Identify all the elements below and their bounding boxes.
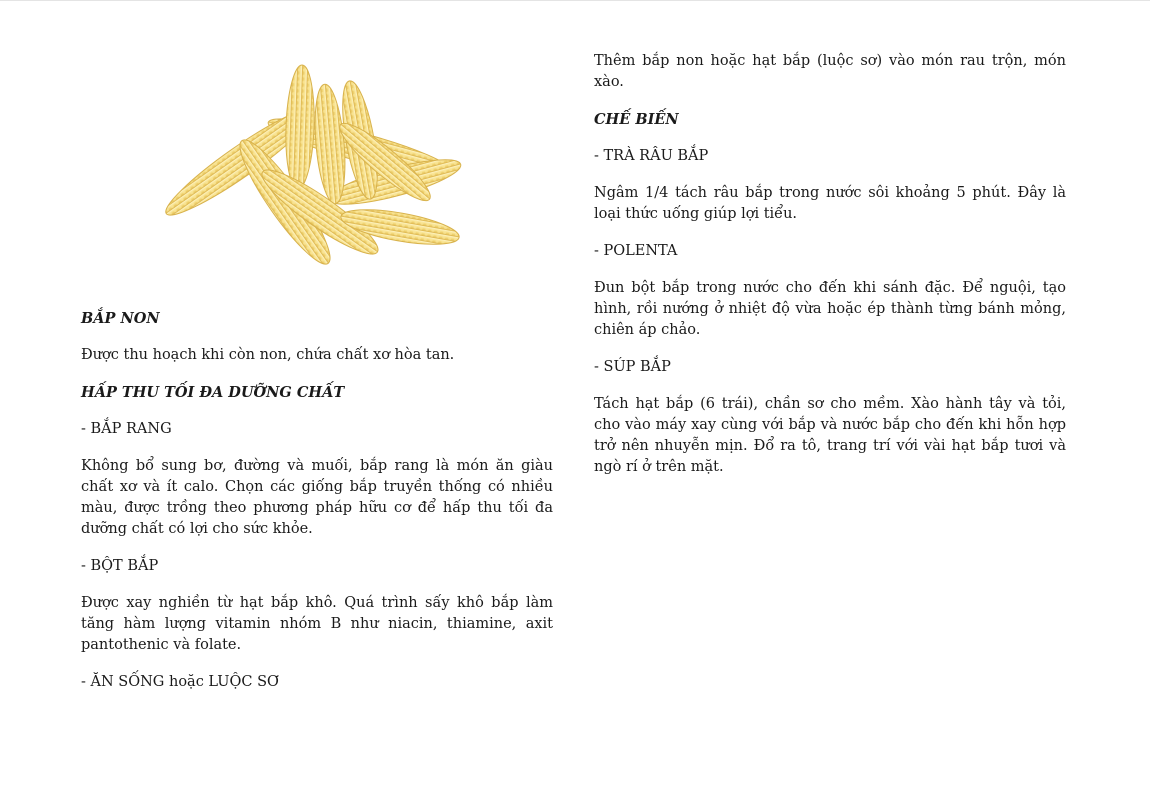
subheading-polenta: - POLENTA bbox=[594, 243, 678, 259]
subheading-popcorn: - BẮP RANG bbox=[81, 421, 172, 437]
heading-processing: CHẾ BIẾN bbox=[594, 111, 679, 128]
top-border bbox=[0, 0, 1150, 1]
soup-text: Tách hạt bắp (6 trái), chần sơ cho mềm. Xào hành tây và tỏi, cho vào máy xay cùng với bắp và nước bắp cho đến khi hỗn hợp trở nên nhuyễn mịn. Đổ ra tô, trang trí với vài hạt bắp tươi và ngò rí ở trên mặt. bbox=[594, 396, 1066, 475]
subheading-soup: - SÚP BẮP bbox=[594, 359, 671, 375]
flour-text: Được xay nghiền từ hạt bắp khô. Quá trình sấy khô bắp làm tăng hàm lượng vitamin nhóm B như niacin, thiamine, axit pantothenic và folate. bbox=[81, 595, 553, 653]
subheading-tea: - TRÀ RÂU BẮP bbox=[594, 148, 709, 164]
tea-text: Ngâm 1/4 tách râu bắp trong nước sôi khoảng 5 phút. Đây là loại thức uống giúp lợi tiểu. bbox=[594, 185, 1066, 222]
polenta-text: Đun bột bắp trong nước cho đến khi sánh đặc. Để nguội, tạo hình, rồi nướng ở nhiệt độ vừa hoặc ép thành từng bánh mỏng, chiên áp chảo. bbox=[594, 280, 1066, 338]
heading-absorb: HẤP THU TỐI ĐA DƯỠNG CHẤT bbox=[81, 384, 345, 401]
subheading-flour: - BỘT BẮP bbox=[81, 558, 159, 574]
baby-corn-image bbox=[130, 52, 505, 282]
raw-text: Thêm bắp non hoặc hạt bắp (luộc sơ) vào món rau trộn, món xào. bbox=[594, 53, 1066, 90]
subheading-raw: - ĂN SỐNG hoặc LUỘC SƠ bbox=[81, 674, 279, 690]
baby-corn-text: Được thu hoạch khi còn non, chứa chất xơ hòa tan. bbox=[81, 347, 455, 363]
heading-baby-corn: BẮP NON bbox=[81, 310, 160, 327]
popcorn-text: Không bổ sung bơ, đường và muối, bắp rang là món ăn giàu chất xơ và ít calo. Chọn các giống bắp truyền thống có nhiều màu, được trồng theo phương pháp hữu cơ để hấp thu tối đa dưỡng chất có lợi cho sức khỏe. bbox=[81, 458, 553, 537]
